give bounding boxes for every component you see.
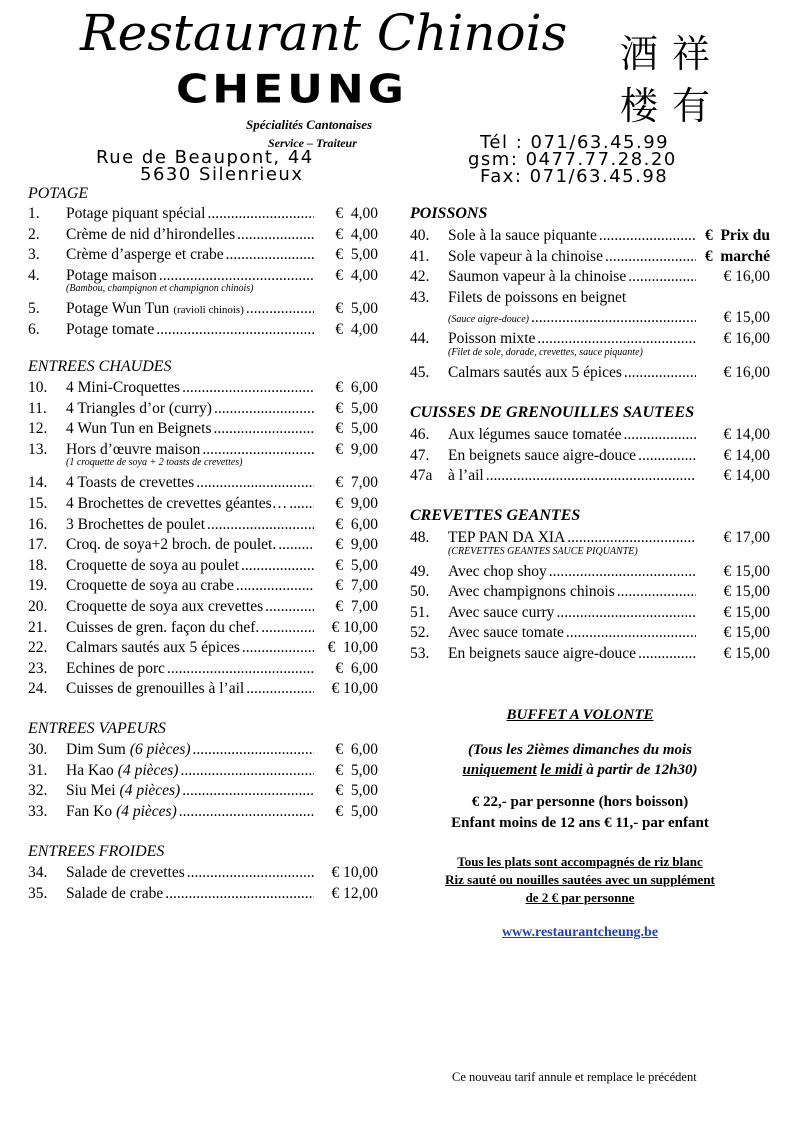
dot-leader — [624, 363, 696, 383]
menu-item-number: 17. — [28, 536, 48, 554]
menu-item-number: 49. — [410, 562, 430, 580]
section-title-grenouilles: CUISSES DE GRENOUILLES SAUTEES — [410, 404, 695, 421]
menu-item-number: 12. — [28, 420, 48, 438]
menu-item-label — [66, 597, 316, 617]
menu-item-number: 6. — [28, 321, 40, 338]
menu-item-label — [66, 378, 316, 398]
menu-item-name: Hors d’œuvre maison — [66, 440, 201, 458]
menu-item — [410, 247, 770, 267]
menu-item-name: Croquette de soya au crabe — [66, 577, 234, 595]
website-link[interactable]: www.restaurantcheung.be — [501, 925, 659, 940]
menu-item-price: € 15,00 — [723, 562, 770, 580]
menu-item-name: à l’ail — [448, 467, 484, 485]
menu-item-price: € 6,00 — [335, 741, 378, 758]
menu-item-name: Salade de crevettes — [66, 864, 185, 881]
menu-item-number: 2. — [28, 225, 40, 243]
menu-item-note: (1 croquette de soya + 2 toasts de crevettes) — [66, 457, 243, 469]
menu-item-name: Avec champignons chinois — [448, 583, 615, 601]
menu-item-label — [66, 245, 316, 265]
menu-item-name: Cuisses de grenouilles à l’ail — [66, 680, 245, 698]
buffet-time: à partir de 12h30) — [586, 762, 698, 778]
menu-item-number: 23. — [28, 659, 48, 677]
menu-item — [28, 245, 378, 265]
menu-item-number: 51. — [410, 603, 430, 621]
menu-item — [410, 425, 770, 445]
menu-item-label — [66, 576, 316, 596]
dot-leader — [187, 863, 314, 883]
menu-item-label — [448, 644, 698, 664]
menu-item-number: 32. — [28, 782, 48, 800]
menu-item-price: € marché — [704, 247, 770, 265]
menu-item-label — [448, 226, 698, 246]
menu-item-price: € 6,00 — [335, 515, 378, 533]
menu-item — [28, 659, 378, 679]
menu-item-number: 44. — [410, 330, 430, 347]
menu-item-name: Poisson mixte — [448, 330, 536, 347]
menu-item-price: € 4,00 — [335, 321, 378, 338]
dot-leader — [226, 245, 314, 265]
menu-item-price: € 16,00 — [723, 268, 770, 286]
menu-item-price: € 15,00 — [723, 583, 770, 601]
dot-leader — [180, 761, 314, 781]
menu-item-name: Aux légumes sauce tomatée — [448, 426, 622, 443]
menu-item-number: 1. — [28, 205, 40, 222]
section-title-entrees-chaudes: ENTREES CHAUDES — [28, 358, 172, 375]
menu-item-number: 19. — [28, 577, 48, 595]
menu-item-number: 24. — [28, 680, 48, 698]
menu-item-name: 4 Brochettes de crevettes géantes… — [66, 495, 288, 512]
dot-leader — [207, 204, 314, 224]
menu-item — [28, 299, 378, 319]
menu-item-name: Avec sauce tomate — [448, 624, 564, 642]
menu-item — [410, 644, 770, 664]
menu-item — [28, 378, 378, 398]
dot-leader — [237, 225, 314, 245]
menu-item-price: € 4,00 — [335, 225, 378, 243]
menu-item-number: 21. — [28, 618, 48, 636]
menu-item — [28, 884, 378, 904]
buffet-price-child: Enfant moins de 12 ans € 11,- par enfant — [451, 815, 709, 831]
chinese-name — [620, 28, 724, 132]
menu-item-price: € 10,00 — [331, 618, 378, 636]
menu-item-name: Croq. de soya+2 broch. de poulet. — [66, 536, 277, 554]
dot-leader — [566, 623, 696, 643]
menu-item — [410, 363, 770, 383]
menu-item-number: 22. — [28, 639, 48, 657]
buffet-title — [410, 707, 750, 724]
menu-item-number: 47. — [410, 446, 430, 464]
menu-item-price: € 4,00 — [335, 266, 378, 284]
section-title-poissons: POISSONS — [410, 205, 488, 222]
menu-item-label — [66, 515, 316, 535]
dot-leader — [549, 562, 696, 582]
menu-item-price: € Prix du — [704, 227, 770, 244]
rice-info-line3: de 2 € par personne — [525, 890, 635, 905]
menu-item-pieces: (4 pièces) — [116, 802, 177, 820]
menu-item-price: € 14,00 — [723, 426, 770, 443]
menu-item-name: Avec chop shoy — [448, 562, 547, 580]
menu-item — [28, 494, 378, 514]
menu-item-price: € 5,00 — [335, 802, 378, 820]
menu-item-label — [448, 247, 698, 267]
menu-item-name: Sole vapeur à la chinoise — [448, 247, 603, 265]
address — [96, 149, 314, 183]
dot-leader — [486, 466, 696, 486]
dot-leader — [246, 299, 314, 319]
menu-item-price: € 15,00 — [723, 624, 770, 642]
menu-item — [28, 781, 378, 801]
menu-item-price: € 5,00 — [335, 300, 378, 318]
menu-item — [28, 761, 378, 781]
menu-item-label — [66, 884, 316, 904]
rice-info-line1: Tous les plats sont accompagnés de riz blanc — [457, 854, 703, 869]
address-street: Rue de Beaupont, 44 — [96, 147, 314, 168]
menu-item-number: 34. — [28, 864, 48, 881]
section-title-potage: POTAGE — [28, 185, 89, 202]
menu-item-price: € 5,00 — [335, 761, 378, 779]
menu-item-label — [448, 363, 698, 383]
menu-item — [28, 740, 378, 760]
menu-item-number: 11. — [28, 399, 47, 417]
buffet-line1: (Tous les 2ièmes dimanches du mois — [467, 742, 693, 758]
menu-item — [410, 466, 770, 486]
menu-item-number: 41. — [410, 247, 430, 265]
menu-item-number: 43. — [410, 288, 430, 306]
menu-item-name: Siu Mei — [66, 782, 116, 800]
menu-item — [410, 308, 770, 328]
menu-item — [410, 582, 770, 602]
menu-item-number: 53. — [410, 645, 430, 662]
dot-leader — [182, 781, 314, 801]
menu-item-label — [66, 494, 316, 514]
menu-item-label — [448, 267, 698, 287]
menu-item-label — [66, 225, 316, 245]
menu-item — [28, 576, 378, 596]
menu-item — [28, 473, 378, 493]
dot-leader — [289, 494, 314, 514]
dot-leader — [605, 247, 696, 267]
menu-item-price: € 4,00 — [335, 205, 378, 222]
menu-item-price: € 14,00 — [723, 446, 770, 464]
menu-item-label — [66, 204, 316, 224]
menu-item-name: Croquette de soya aux crevettes — [66, 598, 264, 615]
buffet-le-midi: le midi — [540, 762, 583, 778]
menu-item-number: 3. — [28, 246, 40, 264]
menu-item-price: € 9,00 — [335, 440, 378, 458]
menu-item-label — [448, 603, 698, 623]
menu-item-name: Filets de poissons en beignet — [448, 288, 627, 306]
menu-item — [410, 288, 770, 308]
menu-item-note: (Bambou, champignon et champignon chinois) — [66, 283, 254, 295]
menu-item-label — [66, 473, 316, 493]
section-title-entrees-vapeurs: ENTREES VAPEURS — [28, 720, 166, 737]
menu-item-price: € 5,00 — [335, 782, 378, 800]
menu-item-number: 13. — [28, 440, 48, 458]
dot-leader — [246, 679, 314, 699]
menu-item — [28, 225, 378, 245]
menu-item-label — [66, 802, 316, 822]
menu-item-price: € 5,00 — [335, 556, 378, 574]
section-title-entrees-froides: ENTREES FROIDES — [28, 843, 165, 860]
gsm-number: gsm: 0477.77.28.20 — [468, 149, 677, 170]
menu-item — [28, 515, 378, 535]
buffet-price-adult: € 22,- par personne (hors boisson) — [471, 794, 689, 810]
menu-item-name: Crème d’asperge et crabe — [66, 246, 224, 264]
menu-item-label — [448, 623, 698, 643]
menu-item-price: € 9,00 — [335, 495, 378, 512]
menu-item-label — [448, 582, 698, 602]
dot-leader — [617, 582, 696, 602]
menu-item-label — [448, 288, 698, 308]
menu-item-name: Dim Sum — [66, 741, 126, 758]
menu-item-label — [66, 679, 316, 699]
dot-leader — [236, 576, 314, 596]
menu-item-price: € 6,00 — [335, 379, 378, 396]
menu-item — [28, 802, 378, 822]
menu-item — [28, 535, 378, 555]
menu-item-name: (Sauce aigre-douce) — [448, 314, 529, 326]
menu-item-number: 20. — [28, 598, 48, 615]
menu-item-number: 5. — [28, 300, 40, 318]
dot-leader — [638, 644, 696, 664]
menu-item-price: € 5,00 — [335, 420, 378, 438]
menu-item-pieces: (4 pièces) — [117, 761, 179, 779]
buffet-prices — [410, 792, 750, 834]
menu-item-price: € 12,00 — [331, 884, 378, 902]
buffet-line2 — [410, 760, 750, 780]
menu-item — [410, 603, 770, 623]
menu-item — [410, 267, 770, 287]
menu-item-note: (CREVETTES GEANTES SAUCE PIQUANTE) — [448, 545, 638, 557]
section-title-crevettes: CREVETTES GEANTES — [410, 507, 581, 524]
menu-item-price: € 5,00 — [335, 246, 378, 264]
menu-item-name: Avec sauce curry — [448, 603, 555, 621]
menu-item-price: € 10,00 — [327, 639, 378, 657]
menu-item-price: € 7,00 — [335, 474, 378, 492]
menu-item-name: 4 Mini-Croquettes — [66, 379, 181, 396]
menu-item-label — [448, 562, 698, 582]
menu-item-price: € 15,00 — [723, 645, 770, 662]
dot-leader — [623, 425, 696, 445]
menu-item-subtitle: (ravioli chinois) — [173, 304, 244, 317]
menu-item-name: Echines de porc — [66, 659, 165, 677]
menu-item-label — [66, 299, 316, 320]
menu-item-price: € 16,00 — [723, 363, 770, 381]
menu-item-number: 46. — [410, 426, 430, 443]
menu-item-name: Potage piquant spécial — [66, 205, 206, 222]
menu-item-price: € 10,00 — [331, 864, 378, 881]
menu-item-name: Salade de crabe — [66, 884, 164, 902]
menu-item-label — [66, 638, 316, 658]
menu-item-number: 15. — [28, 495, 48, 512]
menu-item-label — [66, 781, 316, 801]
dot-leader — [265, 597, 314, 617]
menu-item — [28, 679, 378, 699]
menu-item-name: Calmars sautés aux 5 épices — [66, 639, 240, 657]
dot-leader — [179, 802, 314, 822]
rice-info-line2: Riz sauté ou nouilles sautées avec un supplément — [445, 872, 715, 887]
dot-leader — [628, 267, 696, 287]
dot-leader — [214, 419, 315, 439]
buffet-uniquement: uniquement — [462, 762, 537, 778]
restaurant-name: CHEUNG — [176, 66, 408, 113]
restaurant-title: Restaurant Chinois — [80, 4, 568, 62]
menu-item-label — [66, 740, 316, 760]
menu-item — [28, 618, 378, 638]
menu-item-price: € 9,00 — [335, 536, 378, 554]
menu-item-label — [448, 446, 698, 466]
website — [410, 925, 750, 941]
menu-item-name: Cuisses de gren. façon du chef. — [66, 618, 260, 636]
menu-item-number: 16. — [28, 515, 48, 533]
menu-item-pieces: (6 pièces) — [129, 741, 191, 758]
menu-item-number: 35. — [28, 884, 48, 902]
dot-leader — [207, 515, 314, 535]
dot-leader — [242, 638, 314, 658]
menu-item-number: 52. — [410, 624, 430, 642]
service-text: Service – Traiteur — [268, 136, 357, 147]
menu-item — [28, 204, 378, 224]
menu-item-price: € 7,00 — [335, 577, 378, 595]
dot-leader — [531, 308, 696, 328]
menu-item-label — [66, 320, 316, 340]
chinese-name-row1: 酒祥 — [620, 32, 725, 76]
menu-item-name: 3 Brochettes de poulet — [66, 515, 206, 533]
menu-item-name: 4 Triangles d’or (curry) — [66, 399, 212, 417]
menu-item-number: 50. — [410, 583, 430, 601]
menu-item-number: 40. — [410, 227, 430, 244]
dot-leader — [638, 446, 696, 466]
dot-leader — [241, 556, 314, 576]
menu-item-number: 18. — [28, 556, 48, 574]
menu-item — [410, 623, 770, 643]
speciality-text: Spécialités Cantonaises — [246, 117, 373, 132]
menu-item-number: 45. — [410, 363, 430, 381]
buffet-title-text: BUFFET A VOLONTE — [506, 707, 654, 723]
menu-item-label — [66, 419, 316, 439]
menu-item-price: € 15,00 — [723, 309, 770, 327]
menu-item-number: 33. — [28, 802, 48, 820]
menu-item-label — [448, 466, 698, 486]
menu-item-number: 30. — [28, 741, 48, 758]
menu-item-price: € 7,00 — [335, 598, 378, 615]
menu-item-price: € 14,00 — [723, 467, 770, 485]
dot-leader — [156, 320, 314, 340]
dot-leader — [599, 226, 696, 246]
menu-item-name: TEP PAN DA XIA — [448, 529, 566, 546]
menu-item-price: € 17,00 — [723, 529, 770, 546]
menu-item-name: Potage tomate — [66, 321, 155, 338]
menu-item-price: € 6,00 — [335, 659, 378, 677]
chinese-name-row2: 楼有 — [620, 84, 725, 128]
menu-item-number: 48. — [410, 529, 430, 546]
menu-item-number: 47a — [410, 467, 433, 485]
menu-item-name: Crème de nid d’hirondelles — [66, 225, 236, 243]
menu-item-label — [448, 425, 698, 445]
contact-numbers — [468, 134, 677, 185]
menu-item-label — [66, 659, 316, 679]
menu-item-note: (Filet de sole, dorade, crevettes, sauce piquante) — [448, 346, 643, 358]
menu-item-name: Calmars sautés aux 5 épices — [448, 363, 622, 381]
menu-item-label — [66, 761, 316, 781]
dot-leader — [196, 473, 314, 493]
menu-item-name: En beignets sauce aigre-douce — [448, 446, 637, 464]
menu-item — [410, 226, 770, 246]
footer-note: Ce nouveau tarif annule et remplace le précédent — [452, 1070, 697, 1084]
fax-number: Fax: 071/63.45.98 — [480, 166, 669, 187]
menu-item-price: € 5,00 — [335, 399, 378, 417]
menu-item-name: 4 Wun Tun en Beignets — [66, 420, 212, 438]
menu-item-name: Potage Wun Tun — [66, 300, 170, 318]
menu-item — [28, 597, 378, 617]
menu-item-label — [66, 863, 316, 883]
menu-item-label — [448, 308, 698, 330]
menu-item-label — [66, 535, 316, 555]
menu-item-name: Sole à la sauce piquante — [448, 227, 597, 244]
dot-leader — [278, 535, 314, 555]
address-city: 5630 Silenrieux — [140, 164, 304, 185]
menu-item-number: 10. — [28, 379, 48, 396]
menu-item-number: 14. — [28, 474, 48, 492]
menu-item-name: Croquette de soya au poulet — [66, 556, 240, 574]
menu-item-name: Fan Ko — [66, 802, 113, 820]
buffet-conditions — [410, 740, 750, 780]
menu-item — [28, 320, 378, 340]
rice-info — [410, 853, 750, 907]
menu-item-number: 31. — [28, 761, 48, 779]
menu-item-number: 4. — [28, 266, 40, 284]
menu-item — [410, 562, 770, 582]
menu-item-pieces: (4 pièces) — [119, 782, 181, 800]
dot-leader — [165, 884, 314, 904]
menu-item-name: En beignets sauce aigre-douce — [448, 645, 637, 662]
menu-item-name: Ha Kao — [66, 761, 114, 779]
menu-item — [28, 556, 378, 576]
menu-item-name: Saumon vapeur à la chinoise — [448, 268, 627, 286]
menu-item — [28, 419, 378, 439]
menu-item-price: € 16,00 — [723, 330, 770, 347]
menu-item-name: 4 Toasts de crevettes — [66, 474, 195, 492]
menu-item — [410, 446, 770, 466]
menu-item-price: € 15,00 — [723, 603, 770, 621]
dot-leader — [182, 378, 314, 398]
dot-leader — [167, 659, 314, 679]
tel-number: Tél : 071/63.45.99 — [480, 132, 670, 153]
dot-leader — [556, 603, 696, 623]
menu-item-price: € 10,00 — [331, 680, 378, 698]
menu-item-label — [66, 399, 316, 419]
menu-item — [28, 863, 378, 883]
menu-item-label — [66, 618, 316, 638]
dot-leader — [193, 740, 314, 760]
dot-leader — [214, 399, 314, 419]
dot-leader — [261, 618, 314, 638]
menu-item — [28, 399, 378, 419]
menu-item-name: Potage maison — [66, 266, 157, 284]
menu-item-label — [66, 556, 316, 576]
menu-item — [28, 638, 378, 658]
menu-item-number: 42. — [410, 268, 430, 286]
